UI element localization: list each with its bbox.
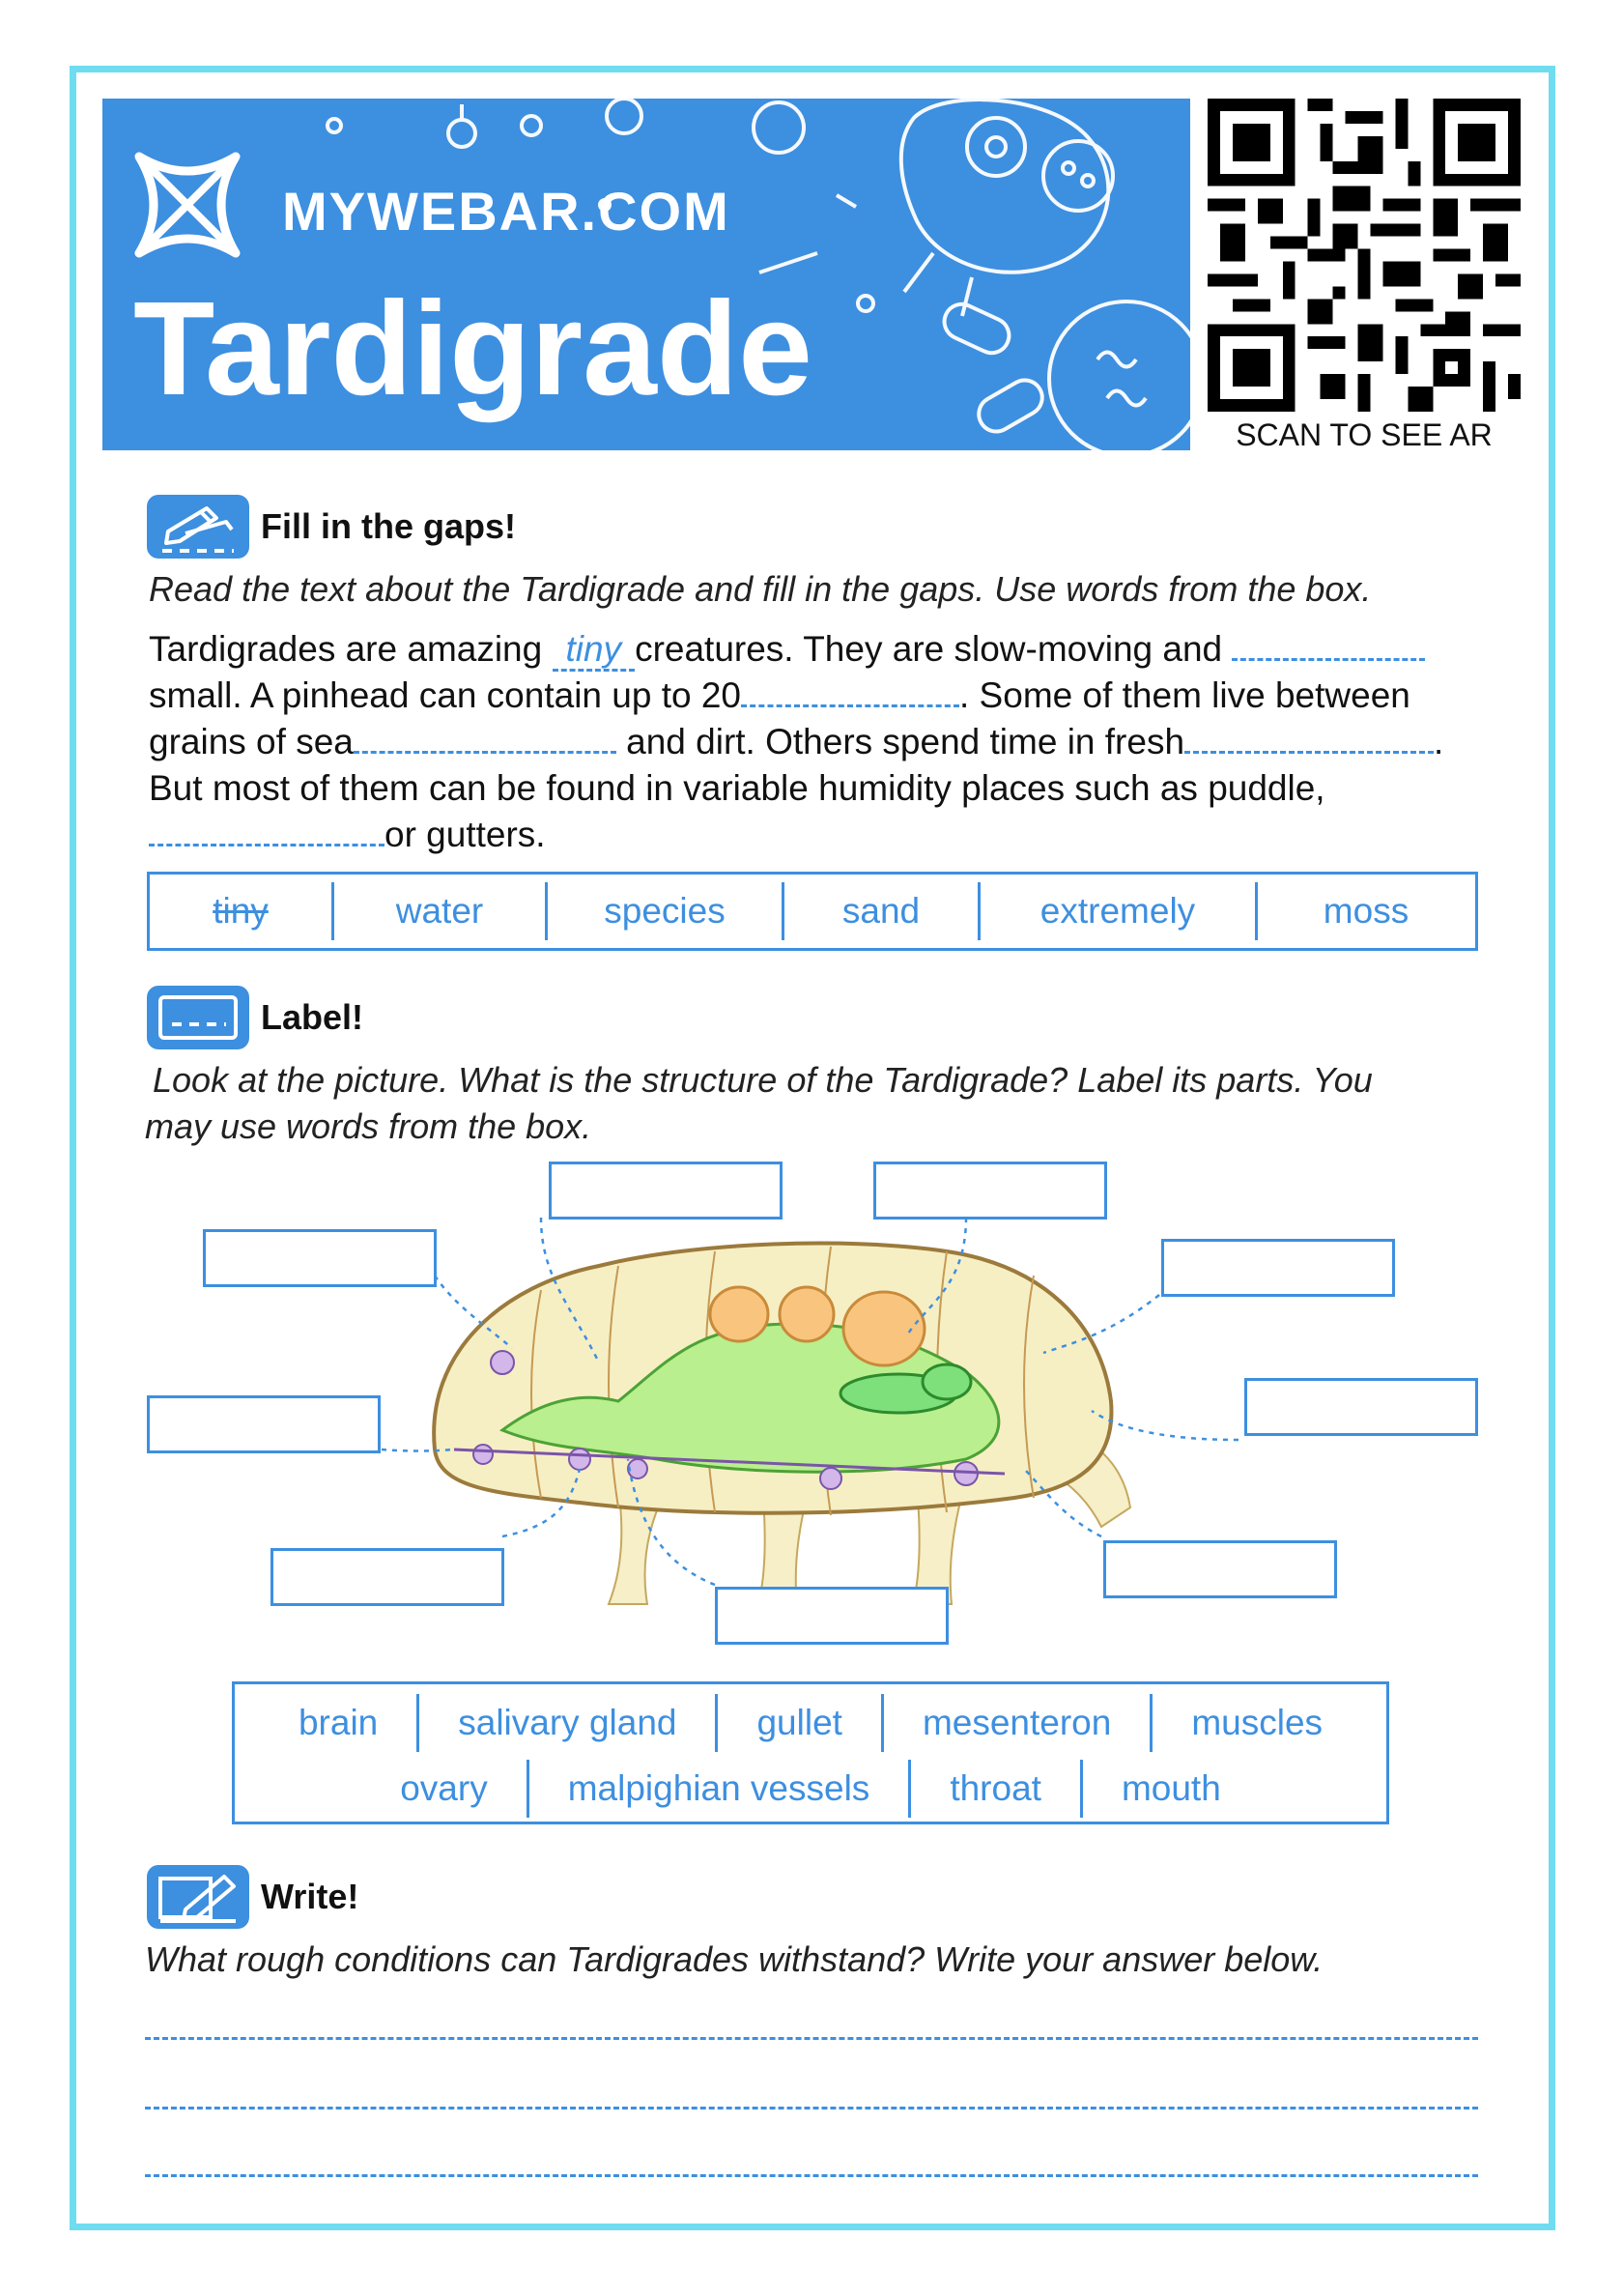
word-option: sand xyxy=(841,891,921,931)
label-blank[interactable] xyxy=(147,1395,381,1453)
brand-name: MYWEBAR.COM xyxy=(282,181,730,242)
gap-text xyxy=(149,626,1501,858)
instruction-line: may use words from the box. xyxy=(145,1106,592,1146)
word-row-2 xyxy=(235,1760,1386,1818)
word-box-label xyxy=(232,1681,1389,1824)
fill-gaps-heading: Fill in the gaps! xyxy=(261,506,517,546)
gap-line-5 xyxy=(149,812,1501,858)
word-option: salivary gland xyxy=(458,1703,677,1742)
label-blank[interactable] xyxy=(873,1162,1107,1220)
text-fragment: Tardigrades are amazing xyxy=(149,629,543,669)
label-blank[interactable] xyxy=(715,1587,949,1645)
qr-caption: SCAN TO SEE AR xyxy=(1236,417,1493,452)
label-box-icon xyxy=(147,986,249,1049)
pencil-paper-icon xyxy=(147,1865,249,1929)
text-fragment: creatures. They are slow-moving and xyxy=(635,629,1223,669)
instruction-line: Look at the picture. What is the structure of the Tardigrade? Label its parts. You xyxy=(153,1060,1373,1100)
pencil-paper-icon xyxy=(147,495,249,559)
fill-gaps-instruction: Read the text about the Tardigrade and fill in the gaps. Use words from the box. xyxy=(149,569,1372,609)
page-title: Tardigrade xyxy=(133,274,812,423)
text-fragment: and dirt. Others spend time in fresh xyxy=(626,722,1185,761)
word-option: brain xyxy=(298,1703,379,1742)
mywebar-logo-icon xyxy=(129,147,245,263)
word-option: mouth xyxy=(1121,1768,1221,1808)
word-option: extremely xyxy=(1039,891,1196,931)
label-blank[interactable] xyxy=(203,1229,437,1287)
answer-line[interactable] xyxy=(145,2037,1478,2040)
qr-code-icon[interactable] xyxy=(1208,99,1521,412)
gap-blank[interactable] xyxy=(354,725,616,754)
word-box-fill xyxy=(147,872,1478,951)
label-instruction xyxy=(145,1057,1517,1150)
gap-blank[interactable] xyxy=(149,818,384,847)
text-fragment: or gutters. xyxy=(384,815,546,854)
text-fragment: . Some of them live between xyxy=(959,675,1410,715)
label-heading: Label! xyxy=(261,997,364,1037)
word-option: malpighian vessels xyxy=(567,1768,870,1808)
word-option: muscles xyxy=(1191,1703,1324,1742)
word-option: moss xyxy=(1323,891,1409,931)
gap-line-1 xyxy=(149,626,1501,673)
label-blank[interactable] xyxy=(270,1548,504,1606)
gap-line-2 xyxy=(149,673,1501,719)
answer-line[interactable] xyxy=(145,2174,1478,2177)
text-fragment: grains of sea xyxy=(149,722,354,761)
gap-line-4: But most of them can be found in variable humidity places such as puddle, xyxy=(149,768,1325,808)
word-option: mesenteron xyxy=(922,1703,1112,1742)
word-option: tiny xyxy=(213,891,269,931)
word-option: water xyxy=(395,891,484,931)
filled-gap-example: tiny xyxy=(553,629,636,672)
word-row-1 xyxy=(235,1694,1386,1752)
label-blank[interactable] xyxy=(549,1162,783,1220)
write-question: What rough conditions can Tardigrades withstand? Write your answer below. xyxy=(145,1939,1324,1979)
gap-blank[interactable] xyxy=(1232,632,1425,661)
text-fragment: small. A pinhead can contain up to 20 xyxy=(149,675,741,715)
header-banner xyxy=(102,99,1190,450)
gap-line-3 xyxy=(149,719,1501,765)
word-option: ovary xyxy=(400,1768,488,1808)
write-heading: Write! xyxy=(261,1877,359,1916)
label-blank[interactable] xyxy=(1161,1239,1395,1297)
gap-blank[interactable] xyxy=(741,678,959,707)
word-option: gullet xyxy=(756,1703,842,1742)
gap-blank[interactable] xyxy=(1184,725,1434,754)
label-blank[interactable] xyxy=(1103,1540,1337,1598)
text-fragment: . xyxy=(1434,722,1444,761)
word-option: species xyxy=(604,891,726,931)
answer-line[interactable] xyxy=(145,2107,1478,2109)
label-blank[interactable] xyxy=(1244,1378,1478,1436)
word-option: throat xyxy=(950,1768,1041,1808)
